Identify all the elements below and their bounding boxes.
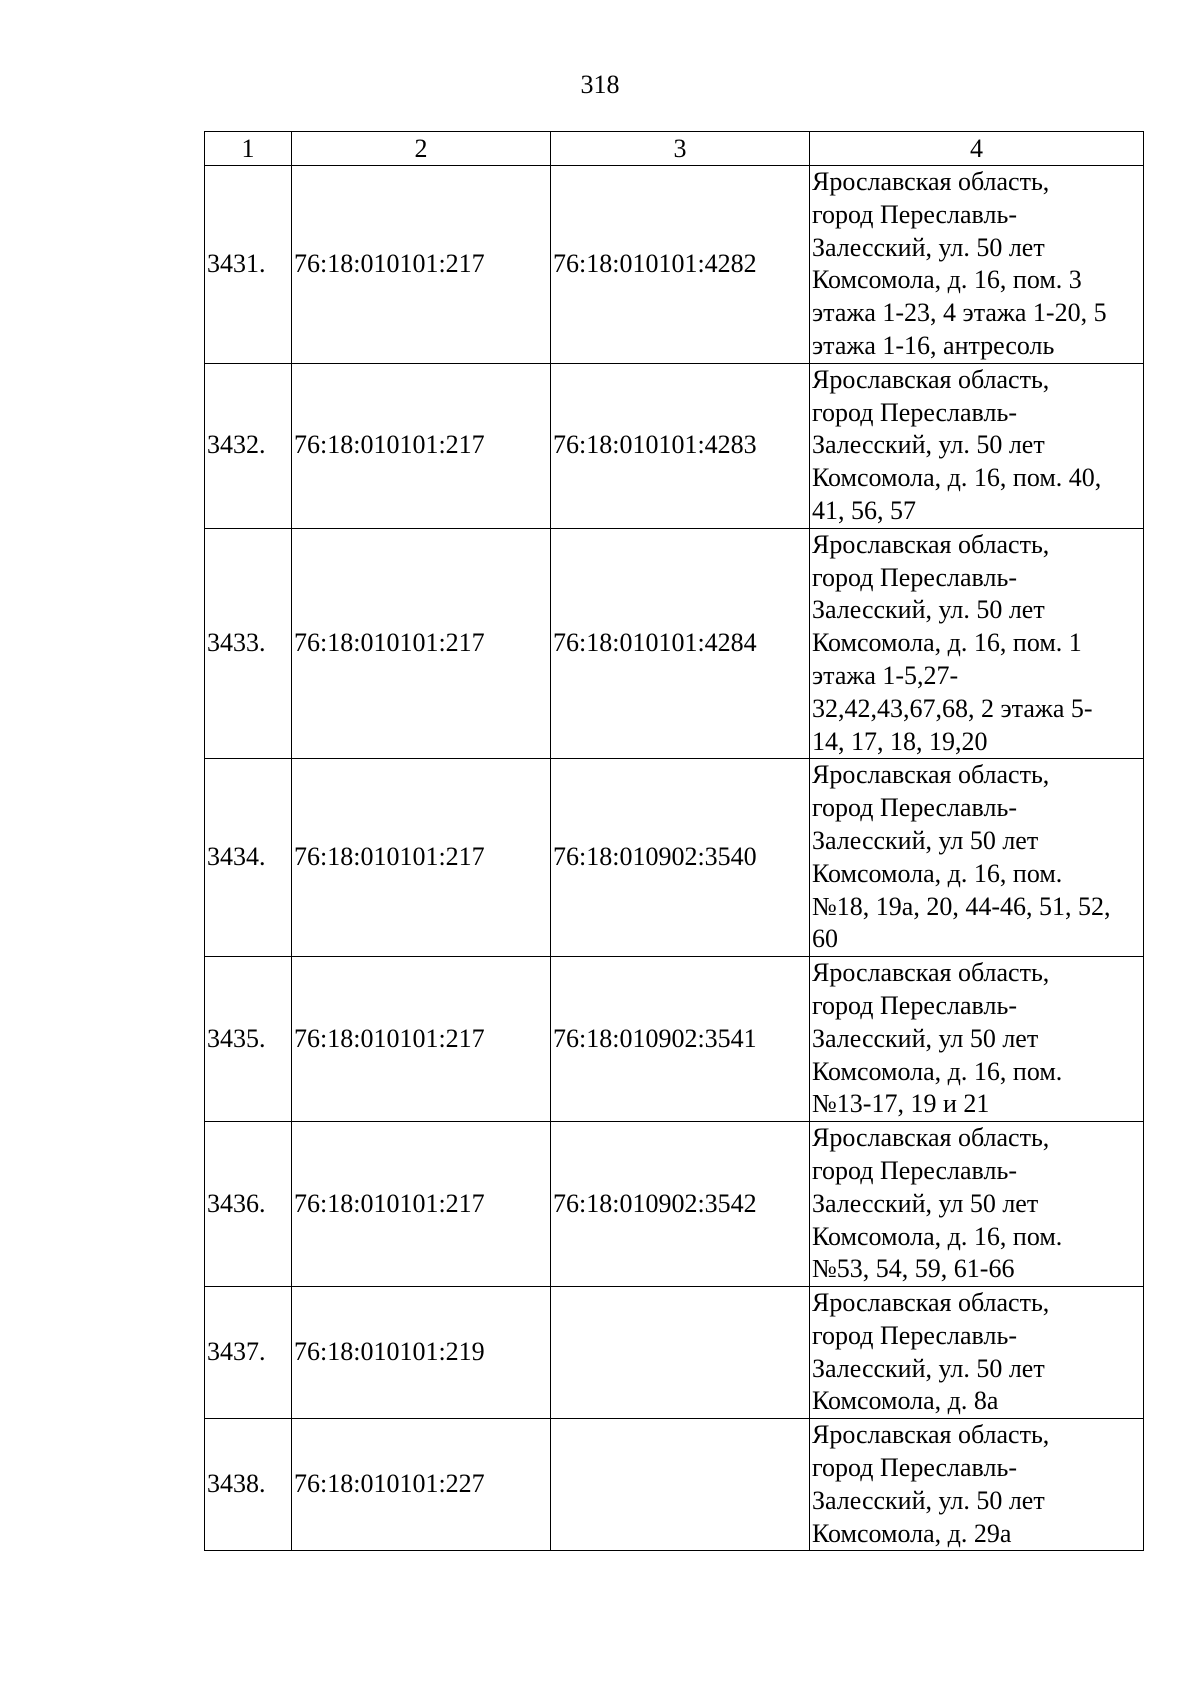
object-number-cell: 76:18:010101:4284: [551, 528, 810, 759]
address-line: Ярославская область,: [812, 1420, 1050, 1450]
address-line: №18, 19а, 20, 44-46, 51, 52,: [812, 891, 1111, 921]
table-row: [205, 1419, 1144, 1551]
address-line: Комсомола, д. 16, пом. 1: [812, 628, 1082, 658]
address-line: 14, 17, 18, 19,20: [812, 726, 988, 756]
address-line: Залесский, ул 50 лет: [812, 1023, 1039, 1053]
address-line: Ярославская область,: [812, 529, 1050, 559]
table-row: [205, 759, 1144, 957]
table-row: [205, 528, 1144, 759]
cadastral-number-cell: 76:18:010101:219: [292, 1287, 551, 1419]
address-line: Комсомола, д. 16, пом. 40,: [812, 463, 1102, 493]
object-number-cell: 76:18:010902:3541: [551, 957, 810, 1122]
cadastral-number-cell: 76:18:010101:227: [292, 1419, 551, 1551]
object-number-cell: 76:18:010902:3540: [551, 759, 810, 957]
address-line: город Переславль-: [812, 397, 1017, 427]
cadastral-number-cell: 76:18:010101:217: [292, 957, 551, 1122]
table-row: [205, 166, 1144, 364]
cadastral-number-cell: 76:18:010101:217: [292, 1122, 551, 1287]
object-number-cell: [551, 1419, 810, 1551]
address-line: город Переславль-: [812, 1320, 1017, 1350]
address-cell: [810, 528, 1144, 759]
object-number-cell: 76:18:010902:3542: [551, 1122, 810, 1287]
table-row: [205, 1122, 1144, 1287]
address-cell: [810, 1287, 1144, 1419]
cadastral-number-cell: 76:18:010101:217: [292, 528, 551, 759]
address-line: Залесский, ул 50 лет: [812, 1188, 1039, 1218]
address-line: Залесский, ул. 50 лет: [812, 1353, 1045, 1383]
address-line: город Переславль-: [812, 1155, 1017, 1185]
address-line: Комсомола, д. 8а: [812, 1386, 999, 1416]
object-number-cell: [551, 1287, 810, 1419]
row-number-cell: 3434.: [205, 759, 292, 957]
address-line: этажа 1-23, 4 этажа 1-20, 5: [812, 298, 1107, 328]
registry-table: [204, 131, 1144, 1551]
address-line: Ярославская область,: [812, 167, 1050, 196]
address-cell: [810, 363, 1144, 528]
address-line: Ярославская область,: [812, 1288, 1050, 1318]
address-line: 32,42,43,67,68, 2 этажа 5-: [812, 693, 1093, 723]
address-line: город Переславль-: [812, 199, 1017, 229]
address-line: Залесский, ул 50 лет: [812, 825, 1039, 855]
address-line: Ярославская область,: [812, 1123, 1050, 1153]
header-cell-3: 3: [551, 132, 810, 166]
address-line: Ярославская область,: [812, 760, 1050, 790]
address-line: этажа 1-16, антресоль: [812, 330, 1055, 360]
header-cell-4: 4: [810, 132, 1144, 166]
address-line: город Переславль-: [812, 990, 1017, 1020]
address-line: город Переславль-: [812, 1453, 1017, 1483]
address-cell: [810, 1419, 1144, 1551]
table-row: [205, 957, 1144, 1122]
cadastral-number-cell: 76:18:010101:217: [292, 363, 551, 528]
object-number-cell: 76:18:010101:4283: [551, 363, 810, 528]
row-number-cell: 3437.: [205, 1287, 292, 1419]
table-body: [205, 166, 1144, 1551]
address-cell: [810, 1122, 1144, 1287]
address-line: Залесский, ул. 50 лет: [812, 595, 1045, 625]
address-line: 60: [812, 924, 838, 954]
address-line: Залесский, ул. 50 лет: [812, 232, 1045, 262]
address-line: город Переславль-: [812, 793, 1017, 823]
address-line: город Переславль-: [812, 562, 1017, 592]
row-number-cell: 3438.: [205, 1419, 292, 1551]
address-line: Комсомола, д. 16, пом.: [812, 1056, 1063, 1086]
address-line: Залесский, ул. 50 лет: [812, 430, 1045, 460]
cadastral-number-cell: 76:18:010101:217: [292, 166, 551, 364]
table-row: [205, 1287, 1144, 1419]
header-row: [205, 132, 1144, 166]
address-line: Ярославская область,: [812, 958, 1050, 988]
row-number-cell: 3433.: [205, 528, 292, 759]
address-cell: [810, 957, 1144, 1122]
address-line: этажа 1-5,27-: [812, 660, 959, 690]
header-cell-2: 2: [292, 132, 551, 166]
address-line: Комсомола, д. 29а: [812, 1518, 1012, 1548]
header-cell-1: 1: [205, 132, 292, 166]
address-cell: [810, 759, 1144, 957]
address-cell: [810, 166, 1144, 364]
row-number-cell: 3432.: [205, 363, 292, 528]
address-line: Комсомола, д. 16, пом.: [812, 858, 1063, 888]
address-line: Залесский, ул. 50 лет: [812, 1485, 1045, 1515]
address-line: Комсомола, д. 16, пом.: [812, 1221, 1063, 1251]
address-line: Комсомола, д. 16, пом. 3: [812, 265, 1082, 295]
object-number-cell: 76:18:010101:4282: [551, 166, 810, 364]
address-line: №53, 54, 59, 61-66: [812, 1254, 1015, 1284]
address-line: 41, 56, 57: [812, 495, 916, 525]
row-number-cell: 3436.: [205, 1122, 292, 1287]
cadastral-number-cell: 76:18:010101:217: [292, 759, 551, 957]
address-line: №13-17, 19 и 21: [812, 1089, 990, 1119]
row-number-cell: 3435.: [205, 957, 292, 1122]
row-number-cell: 3431.: [205, 166, 292, 364]
address-line: Ярославская область,: [812, 364, 1050, 394]
table-row: [205, 363, 1144, 528]
page-number: 318: [580, 70, 620, 99]
